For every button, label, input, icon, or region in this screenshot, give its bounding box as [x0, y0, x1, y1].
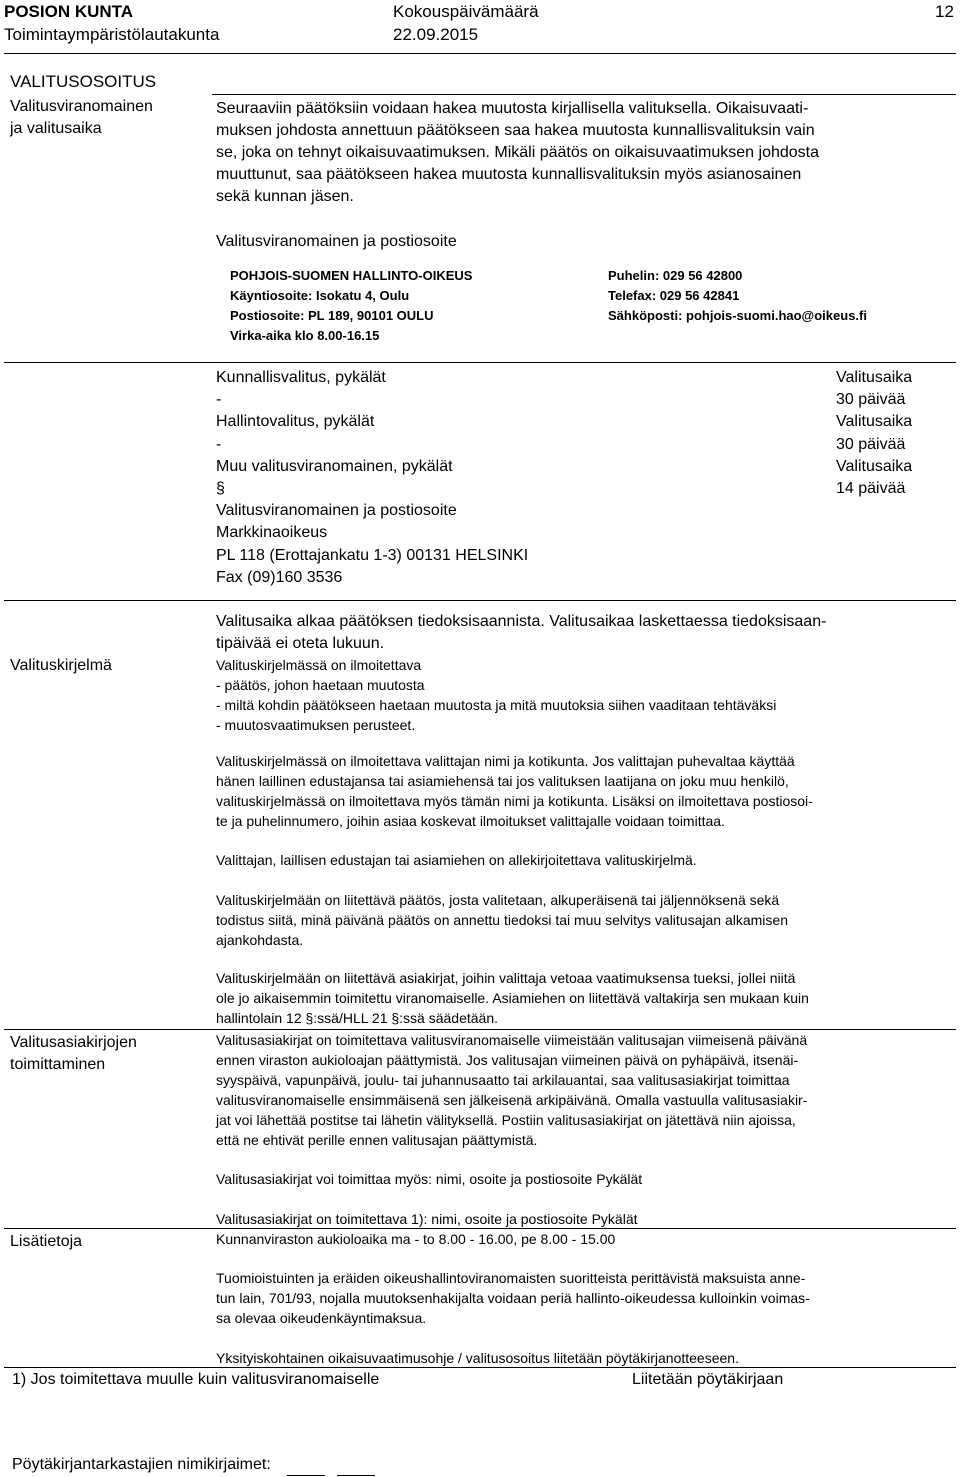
header-rule	[4, 53, 956, 54]
court-email: Sähköposti: pohjois-suomi.hao@oikeus.fi	[608, 308, 867, 323]
paragraph-line: - miltä kohdin päätökseen haetaan muutosta ja mitä muutoksia siihen vaaditaan tehtäväksi	[216, 697, 777, 713]
paragraph-line: - päätös, johon haetaan muutosta	[216, 677, 425, 693]
label-line: toimittaminen	[10, 1056, 106, 1073]
office-hours	[216, 1229, 952, 1249]
paragraph-line: Valituskirjelmässä on ilmoitettava valittajan nimi ja kotikunta. Jos valittajan puhevaltaa käyttää	[216, 753, 795, 769]
paragraph-line: todistus siitä, minä päivänä päätös on annettu tiedoksi tai muu selvitys valitusajan alkamisen	[216, 912, 788, 928]
paragraph-line: muksen johdosta annettuun päätökseen saa hakea muutosta kunnallisvalituksin vain	[216, 122, 815, 139]
appeal-type-line: Hallintovalitus, pykälät	[216, 413, 375, 431]
section-rule	[4, 600, 956, 601]
appeal-type-line: Fax (09)160 3536	[216, 568, 343, 586]
court-contact-block	[608, 266, 867, 326]
appeal-type-line: §	[216, 480, 225, 498]
letter-documents	[216, 968, 952, 1028]
paragraph-line: ennen viraston aukioloajan päättymistä. Jos valitusajan viimeinen päivä on pyhäpäivä, itsenäi-	[216, 1052, 799, 1068]
checkers-label: Pöytäkirjantarkastajien nimikirjaimet:	[12, 1456, 271, 1473]
letter-signature	[216, 850, 952, 870]
paragraph-line: te ja puhelinnumero, joihin asiaa koskevat ilmoitukset valittajalle voidaan toimittaa.	[216, 813, 725, 829]
letter-name-info	[216, 751, 952, 831]
paragraph-line: tun lain, 701/93, nojalla muutoksenhakijalta voidaan periä hallinto-oikeudessa kulloinkin voimas-	[216, 1290, 810, 1306]
court-office-hours: Virka-aika klo 8.00-16.15	[230, 328, 380, 343]
appeal-period-list	[836, 367, 912, 500]
municipality-name: POSION KUNTA	[4, 2, 134, 21]
court-address-block	[230, 266, 472, 346]
intro-paragraph	[216, 98, 952, 208]
appeal-authority-label	[10, 96, 153, 140]
paragraph-line: Seuraaviin päätöksiin voidaan hakea muutosta kirjallisella valituksella. Oikaisuvaati-	[216, 100, 809, 117]
paragraph-line: tipäivää ei oteta lukuun.	[216, 635, 385, 652]
court-postal-address: Postiosoite: PL 189, 90101 OULU	[230, 308, 434, 323]
paragraph-line: ajankohdasta.	[216, 932, 304, 948]
paragraph-line: Valitusasiakirjat on toimitettava valitusviranomaiselle viimeistään valitusajan viimeisenä päivänä	[216, 1032, 808, 1048]
appeal-type-line: -	[216, 435, 222, 453]
paragraph-line: ole jo aikaisemmin toimitettu viranomaiselle. Asiamiehen on liitettävä valtakirja sen mukaan kuin	[216, 990, 809, 1006]
paragraph-line: se, joka on tehnyt oikaisuvaatimuksen. Mikäli päätös on oikaisuvaatimuksen johdosta	[216, 144, 819, 161]
paragraph-line: sekä kunnan jäsen.	[216, 188, 354, 205]
court-name: POHJOIS-SUOMEN HALLINTO-OIKEUS	[230, 268, 473, 283]
page-number: 12	[935, 2, 954, 21]
paragraph-line: hallintolain 12 §:ssä/HLL 21 §:ssä säädetään.	[216, 1010, 499, 1026]
section-title: VALITUSOSOITUS	[10, 72, 157, 91]
initials-blank-2	[337, 1461, 375, 1476]
paragraph-line: Tuomioistuinten ja eräiden oikeushallintoviranomaisten suoritteista perittävistä maksuista anne-	[216, 1270, 806, 1286]
appeal-period-line: 30 päivää	[836, 435, 906, 453]
paragraph-line: valitusviranomaiselle ensimmäisenä sen jälkeisenä arkipäivänä. Omalla vastuulla valitusasiakir-	[216, 1092, 808, 1108]
detailed-instructions	[216, 1348, 952, 1368]
checkers-initials	[12, 1454, 387, 1476]
time-note	[216, 611, 952, 655]
court-visit-address: Käyntiosoite: Isokatu 4, Oulu	[230, 288, 410, 303]
section-rule	[4, 362, 956, 363]
appeal-period-line: 14 päivää	[836, 480, 906, 498]
meeting-date-label: Kokouspäivämäärä	[393, 2, 539, 21]
paragraph-line: valituskirjelmässä on ilmoitettava myös tämän nimi ja kotikunta. Lisäksi on ilmoitettava postiosoi-	[216, 793, 813, 809]
court-phone: Puhelin: 029 56 42800	[608, 268, 743, 283]
appeal-period-line: 30 päivää	[836, 391, 906, 409]
delivery-alternative	[216, 1169, 952, 1189]
postal-heading: Valitusviranomainen ja postiosoite	[216, 233, 457, 250]
paragraph-line: Valittajan, laillisen edustajan tai asiamiehen on allekirjoitettava valituskirjelmä.	[216, 852, 697, 868]
letter-label: Valituskirjelmä	[10, 657, 112, 674]
paragraph-line: - muutosvaatimuksen perusteet.	[216, 717, 416, 733]
appeal-period-line: Valitusaika	[836, 369, 913, 386]
appeal-types-list	[216, 367, 528, 589]
paragraph-line: sa olevaa oikeudenkäyntimaksua.	[216, 1310, 427, 1326]
initials-blank-1	[287, 1461, 325, 1476]
appeal-type-line: Valitusviranomainen ja postiosoite	[216, 502, 457, 520]
footnote-rule	[4, 1367, 956, 1368]
letter-attachments	[216, 890, 952, 950]
appeal-type-line: PL 118 (Erottajankatu 1-3) 00131 HELSINKI	[216, 546, 529, 564]
paragraph-line: Valituskirjelmään on liitettävä päätös, josta valitetaan, alkuperäisenä tai jäljennöksenä sekä	[216, 892, 780, 908]
paragraph-line: jat voi lähettää postitse tai lähetin välityksellä. Postiin valitusasiakirjat on jätettävä niin ajoissa,	[216, 1112, 796, 1128]
paragraph-line: Valitusaika alkaa päätöksen tiedoksisaannista. Valitusaikaa laskettaessa tiedoksisaan-	[216, 613, 827, 630]
delivery-text	[216, 1030, 952, 1150]
board-name: Toimintaympäristölautakunta	[4, 25, 220, 44]
appeal-type-line: Muu valitusviranomainen, pykälät	[216, 457, 453, 475]
paragraph-line: Kunnanviraston aukioloaika ma - to 8.00 - 16.00, pe 8.00 - 15.00	[216, 1231, 616, 1247]
label-line: Valitusviranomainen	[10, 98, 153, 115]
paragraph-line: Valitusasiakirjat on toimitettava 1): nimi, osoite ja postiosoite Pykälät	[216, 1211, 638, 1227]
appeal-period-line: Valitusaika	[836, 457, 913, 475]
letter-required	[216, 655, 952, 735]
delivery-required-to	[216, 1209, 952, 1229]
footnote-text: 1) Jos toimitettava muulle kuin valitusviranomaiselle	[12, 1371, 380, 1388]
appeal-type-line: Kunnallisvalitus, pykälät	[216, 369, 386, 386]
footnote-attachment: Liitetään pöytäkirjaan	[632, 1371, 784, 1388]
paragraph-line: hänen laillinen edustajansa tai asiamiehensä tai jos valituksen laatijana on joku muu henkilö,	[216, 773, 789, 789]
label-line: ja valitusaika	[10, 120, 102, 137]
delivery-label	[10, 1032, 137, 1076]
paragraph-line: muuttunut, saa päätökseen hakea muutosta kunnallisvalituksin myös asianosainen	[216, 166, 802, 183]
paragraph-line: Valitusasiakirjat voi toimittaa myös: nimi, osoite ja postiosoite Pykälät	[216, 1171, 643, 1187]
appeal-type-line: Markkinaoikeus	[216, 524, 328, 542]
paragraph-line: että ne ehtivät perille ennen valitusajan päättymistä.	[216, 1132, 538, 1148]
paragraph-line: Valituskirjelmään on liitettävä asiakirjat, joihin valittaja vetoaa vaatimuksensa tueksi, jollei niitä	[216, 970, 796, 986]
appeal-type-line: -	[216, 391, 222, 409]
paragraph-line: Yksityiskohtainen oikaisuvaatimusohje / valitusosoitus liitetään pöytäkirjanotteeseen.	[216, 1350, 739, 1366]
court-fax: Telefax: 029 56 42841	[608, 288, 740, 303]
appeal-period-line: Valitusaika	[836, 413, 913, 431]
additional-label: Lisätietoja	[10, 1233, 83, 1250]
meeting-date: 22.09.2015	[393, 25, 479, 44]
paragraph-line: Valituskirjelmässä on ilmoitettava	[216, 657, 422, 673]
fee-info	[216, 1268, 952, 1328]
section-rule	[212, 94, 956, 95]
paragraph-line: syyspäivä, vapunpäivä, joulu- tai juhannusaatto tai arkilauantai, saa valitusasiakirjat toimittaa	[216, 1072, 790, 1088]
label-line: Valitusasiakirjojen	[10, 1034, 137, 1051]
